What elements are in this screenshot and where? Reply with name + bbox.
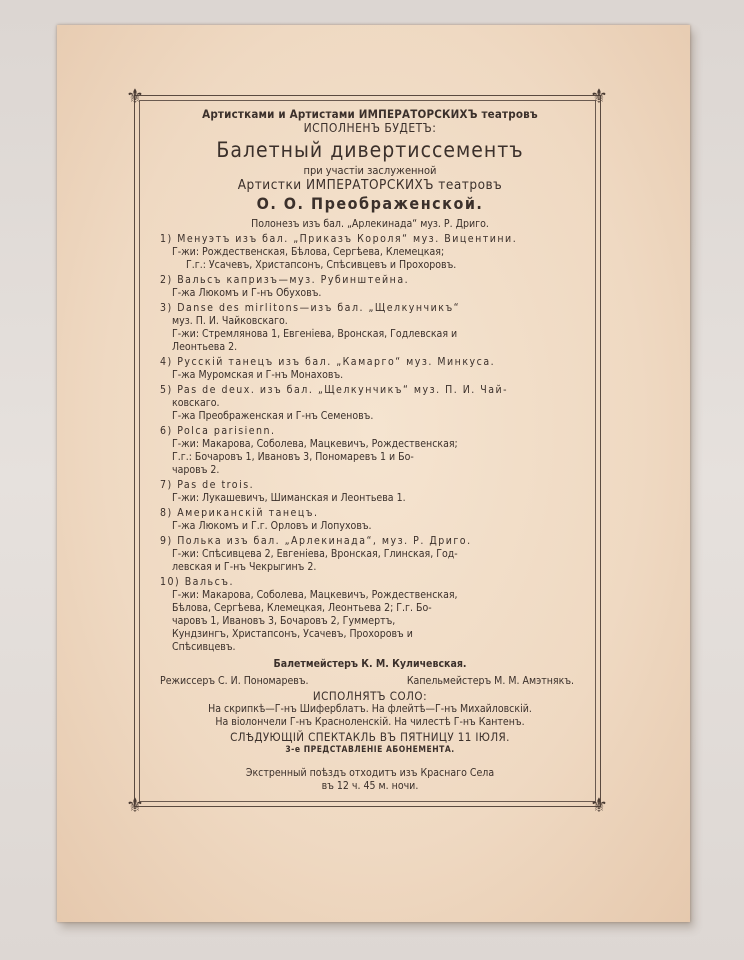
fleur-de-lis-icon: ⚜ [126, 84, 144, 108]
program-item [160, 535, 580, 574]
solo-line-1: На скрипкѣ—Г-нъ Шиферблатъ. На флейтѣ—Г-нъ Михайловскій. [208, 703, 532, 715]
featured-artist: О. О. Преображенской. [256, 194, 484, 213]
train-line-1: Экстренный поѣздъ отходитъ изъ Краснаго Села [245, 767, 495, 779]
program-item-title: 3) Danse des mirlitons—изъ бал. „Щелкунчикъ“ [160, 302, 461, 314]
program-item-line: Спѣсивцевъ. [172, 641, 236, 653]
program-item [160, 302, 580, 354]
program-item [160, 479, 580, 505]
program-item-title: 8) Американскій танецъ. [160, 507, 319, 519]
fleur-de-lis-icon: ⚜ [590, 84, 608, 108]
header-line-5: Артистки ИМПЕРАТОРСКИХЪ театровъ [237, 177, 503, 193]
fleur-de-lis-icon: ⚜ [590, 793, 608, 817]
credits-row [160, 675, 580, 688]
program-item-line: Г-жи: Спѣсивцева 2, Евгеніева, Вронская, Глинская, Год- [172, 548, 458, 560]
program-item-line: Леонтьева 2. [172, 341, 238, 353]
program-item-line: чаровъ 2. [172, 464, 220, 476]
program-content [160, 108, 580, 793]
program-item-line: Г-жи: Макарова, Соболева, Мацкевичъ, Рождественская; [172, 438, 458, 450]
program-item [160, 274, 580, 300]
fleur-de-lis-icon: ⚜ [126, 793, 144, 817]
program-item-line: Г-жи: Лукашевичъ, Шиманская и Леонтьева 1. [172, 492, 406, 504]
program-item-line: Г-жи: Стремлянова 1, Евгеніева, Вронская, Годлевская и [172, 328, 458, 340]
program-item-title: 1) Менуэтъ изъ бал. „Приказъ Короля“ муз. Вицентини. [160, 233, 518, 245]
header-line-2: ИСПОЛНЕНЪ БУДЕТЪ: [303, 121, 437, 135]
program-item-title: 2) Вальсъ капризъ—муз. Рубинштейна. [160, 274, 410, 286]
program-item-title: 7) Pas de trois. [160, 479, 255, 491]
program-item-line: Г-жи: Макарова, Соболева, Мацкевичъ, Рождественская, [172, 589, 458, 601]
program-item-line: Г-жа Люкомъ и Г-нъ Обуховъ. [172, 287, 322, 299]
program-item [160, 356, 580, 382]
program-item-line: чаровъ 1, Ивановъ 3, Бочаровъ 2, Гуммертъ, [172, 615, 396, 627]
solo-heading: ИСПОЛНЯТЪ СОЛО: [312, 689, 428, 703]
solo-line-2: На віолончели Г-нъ Красноленскій. На чилестѣ Г-нъ Кантенъ. [215, 716, 525, 728]
next-show: СЛѢДУЮЩІЙ СПЕКТАКЛЬ ВЪ ПЯТНИЦУ 11 ІЮЛЯ. [230, 730, 510, 744]
train-line-2: въ 12 ч. 45 м. ночи. [321, 780, 419, 792]
program-item-title: 5) Pas de deux. изъ бал. „Щелкунчикъ“ муз. П. И. Чай- [160, 384, 509, 396]
program-item-line: Г.г.: Бочаровъ 1, Ивановъ 3, Пономаревъ 1 и Бо- [172, 451, 414, 463]
ballet-master: Балетмейстеръ К. М. Куличевская. [273, 658, 467, 670]
polonaise-line: Полонезъ изъ бал. „Арлекинада“ муз. Р. Дриго. [251, 218, 489, 230]
program-item-line: Кундзингъ, Христапсонъ, Усачевъ, Прохоровъ и [172, 628, 413, 640]
program-item-title: 6) Polca parisienn. [160, 425, 276, 437]
header-line-1: Артистками и Артистами ИМПЕРАТОРСКИХЪ театровъ [202, 107, 538, 121]
program-item [160, 507, 580, 533]
program-item-line: Г-жа Преображенская и Г-нъ Семеновъ. [172, 410, 374, 422]
program-item-line: Г-жа Муромская и Г-нъ Монаховъ. [172, 369, 344, 381]
program-item-line: Г-жи: Рождественская, Бѣлова, Сергѣева, Клемецкая; [172, 246, 445, 258]
page-title: Балетный дивертиссементъ [216, 138, 524, 162]
program-item-title: 4) Русскій танецъ изъ бал. „Камарго“ муз. Минкуса. [160, 356, 496, 368]
program-item-line: муз. П. И. Чайковскаго. [172, 315, 288, 327]
program-item [160, 384, 580, 423]
program-item-line: Г-жа Люкомъ и Г.г. Орловъ и Лопуховъ. [172, 520, 372, 532]
program-list [160, 233, 580, 654]
program-item-line: левская и Г-нъ Чекрыгинъ 2. [172, 561, 317, 573]
header-line-4: при участіи заслуженной [303, 164, 437, 177]
program-item [160, 576, 580, 654]
director: Режиссеръ С. И. Пономаревъ. [160, 675, 309, 687]
program-item-line: Бѣлова, Сергѣева, Клемецкая, Леонтьева 2; Г.г. Бо- [172, 602, 432, 614]
program-item [160, 233, 580, 272]
conductor: Капельмейстеръ М. М. Амэтнякъ. [406, 675, 574, 687]
subscription-note: 3-е ПРЕДСТАВЛЕНІЕ АБОНЕМЕНТА. [285, 745, 455, 755]
program-item-line: Г.г.: Усачевъ, Христапсонъ, Спѣсивцевъ и Прохоровъ. [186, 259, 457, 271]
program-item-title: 10) Вальсъ. [160, 576, 234, 588]
program-item [160, 425, 580, 477]
program-item-line: ковскаго. [172, 397, 220, 409]
program-item-title: 9) Полька изъ бал. „Арлекинада“, муз. Р. Дриго. [160, 535, 472, 547]
